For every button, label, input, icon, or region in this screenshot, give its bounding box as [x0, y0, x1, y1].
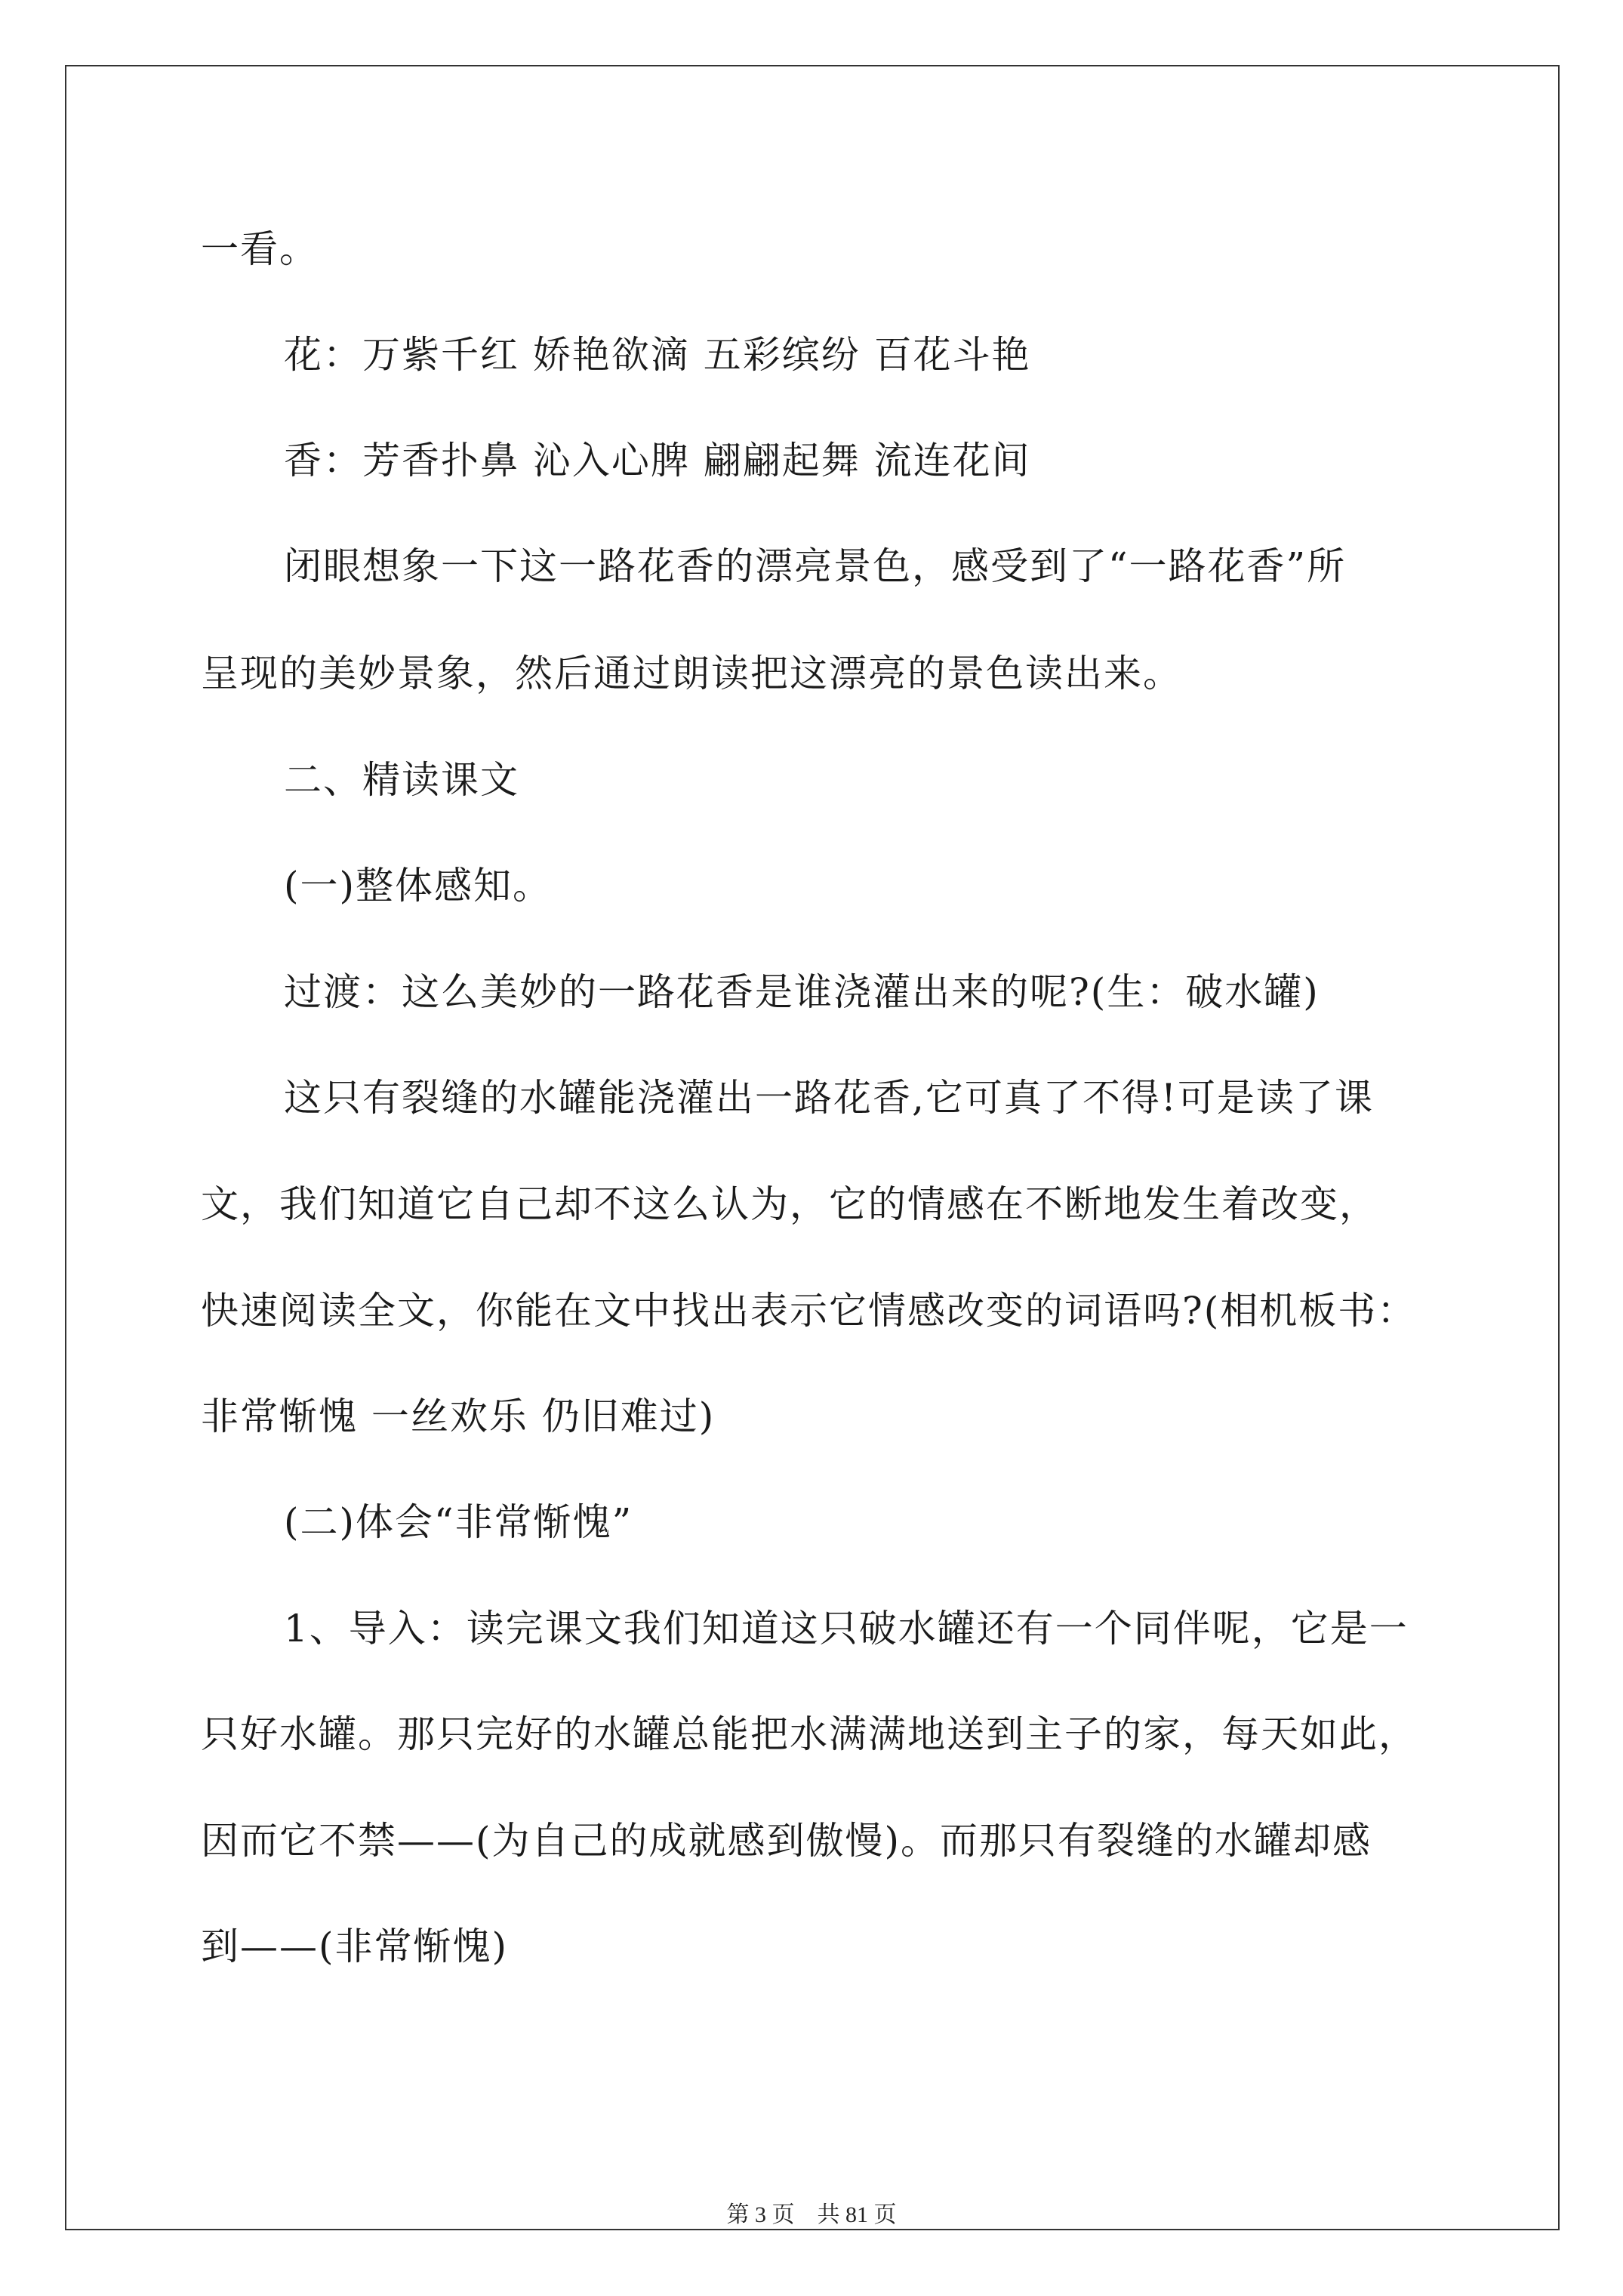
text-line-introduction-cont3: 到——(非常惭愧): [201, 1925, 509, 1968]
text-line-continuation: 一看。: [201, 227, 319, 271]
subsection-heading-overall: (一)整体感知。: [284, 864, 553, 908]
text-line-cracked-jar-cont3: 非常惭愧 一丝欢乐 仍旧难过): [201, 1395, 716, 1438]
text-line-flower-words: 花：万紫千红 娇艳欲滴 五彩缤纷 百花斗艳: [284, 333, 1031, 377]
text-line-imagine-cont: 呈现的美妙景象，然后通过朗读把这漂亮的景色读出来。: [201, 652, 1182, 695]
text-line-cracked-jar-cont1: 文，我们知道它自己却不这么认为，它的情感在不断地发生着改变，: [201, 1182, 1378, 1226]
page-number-footer: 第 3 页 共 81 页: [726, 2202, 897, 2227]
text-line-imagine: 闭眼想象一下这一路花香的漂亮景色，感受到了“一路花香”所: [284, 544, 1347, 588]
text-line-introduction-cont1: 只好水罐。那只完好的水罐总能把水满满地送到主子的家，每天如此，: [201, 1712, 1418, 1756]
text-line-introduction-cont2: 因而它不禁——(为自己的成就感到傲慢)。而那只有裂缝的水罐却感: [201, 1819, 1372, 1863]
text-line-transition: 过渡：这么美妙的一路花香是谁浇灌出来的呢?(生：破水罐): [284, 970, 1320, 1014]
subsection-heading-ashamed: (二)体会“非常惭愧”: [284, 1500, 633, 1544]
section-heading-intensive-reading: 二、精读课文: [284, 758, 519, 802]
text-line-cracked-jar: 这只有裂缝的水罐能浇灌出一路花香,它可真了不得!可是读了课: [284, 1076, 1374, 1120]
text-line-fragrance-words: 香：芳香扑鼻 沁入心脾 翩翩起舞 流连花间: [284, 439, 1031, 482]
text-line-cracked-jar-cont2: 快速阅读全文，你能在文中找出表示它情感改变的词语吗?(相机板书：: [201, 1289, 1417, 1333]
page-border: [65, 65, 1560, 2230]
text-line-introduction: 1、导入：读完课文我们知道这只破水罐还有一个同伴呢，它是一: [284, 1607, 1409, 1650]
